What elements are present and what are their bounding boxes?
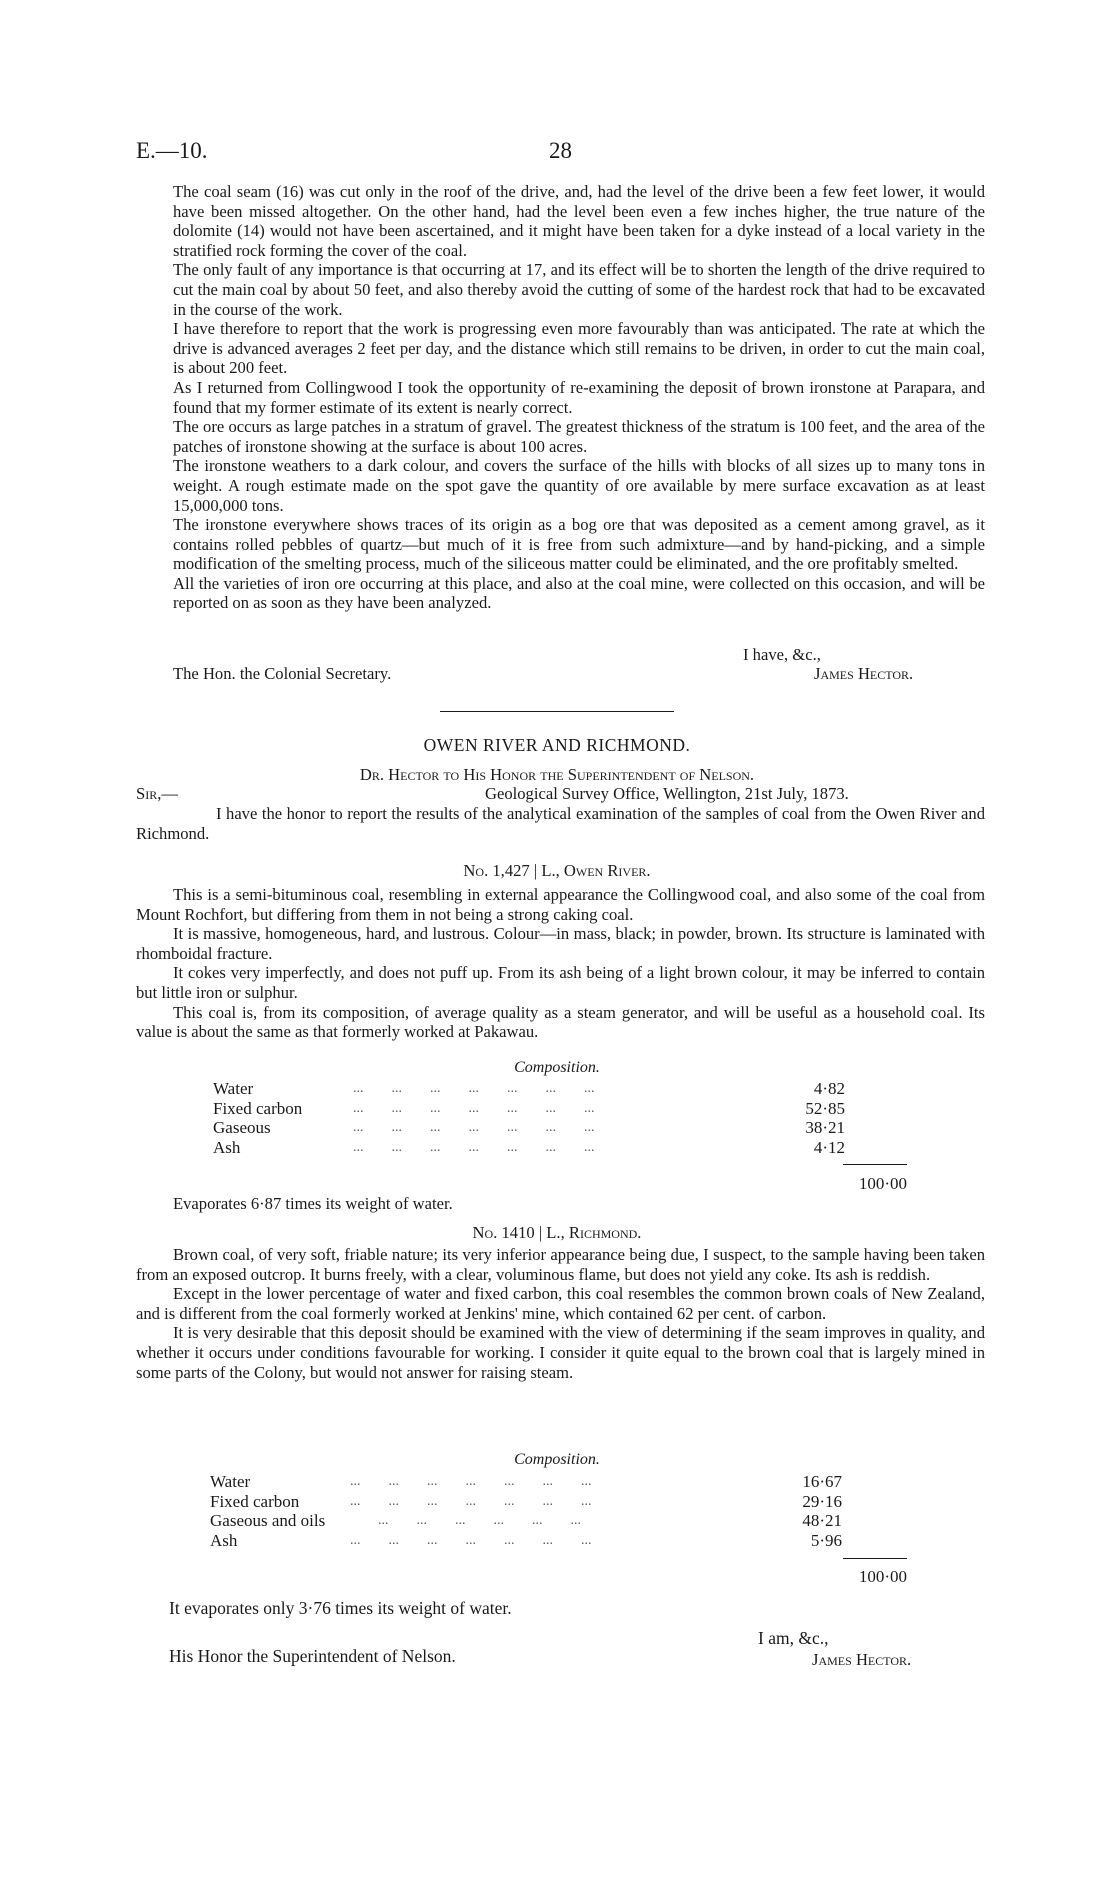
composition-label: Water [213, 1079, 254, 1098]
from-line: Dr. Hector to His Honor the Superintendent of Nelson. [359, 765, 755, 784]
sample2-body [136, 1245, 985, 1382]
composition-value: 52·85 [805, 1098, 845, 1118]
table-row: Gaseous ... ... ... ... ... ... ... 38·21 [213, 1118, 845, 1137]
paragraph: Brown coal, of very soft, friable nature; its very inferior appearance being due, I suspect, to the sample having been taken from an exposed outcrop. It burns freely, with a clear, voluminous flame, but does not yield any coke. Its ash is reddish. [136, 1245, 985, 1284]
table-row: Fixed carbon ... ... ... ... ... ... ... 52·85 [213, 1098, 845, 1118]
paragraph: The coal seam (16) was cut only in the roof of the drive, and, had the level of the drive been a few feet lower, it would have been missed altogether. On the other hand, had the level been even a few inches higher, the true nature of the dolomite (14) would not have been ascertained, and it might have been taken for a dyke instead of a local variety in the stratified rock forming the cover of the coal. [173, 182, 985, 260]
composition-label: Water [210, 1472, 251, 1491]
addressee: His Honor the Superintendent of Nelson. [169, 1646, 456, 1666]
addressee: The Hon. the Colonial Secretary. [173, 664, 392, 683]
composition-table [213, 1079, 845, 1157]
table-row: Ash ... ... ... ... ... ... ... 5·96 [210, 1530, 842, 1550]
table-row: Fixed carbon ... ... ... ... ... ... ... 29·16 [210, 1491, 842, 1511]
section-divider [440, 711, 674, 712]
composition-label: Ash [213, 1137, 241, 1157]
paragraph: The ore occurs as large patches in a stratum of gravel. The greatest thickness of the stratum is 100 feet, and the area of the patches of ironstone showing at the surface is about 100 acres. [173, 417, 985, 456]
composition-total: 100·00 [858, 1174, 907, 1193]
evaporation-note: It evaporates only 3·76 times its weight of water. [169, 1598, 512, 1618]
paragraph: All the varieties of iron ore occurring at this place, and also at the coal mine, were collected on this occasion, and will be reported on as soon as they have been analyzed. [173, 573, 985, 613]
table-row: Water ... ... ... ... ... ... ... 4·82 [213, 1079, 845, 1098]
composition-label: Gaseous and oils [210, 1511, 326, 1530]
closing-phrase: I am, &c., [758, 1628, 829, 1648]
paragraph: I have therefore to report that the work is progressing even more favourably than was anticipated. The rate at which the drive is advanced averages 2 feet per day, and the distance which still remains to be driven, in order to cut the main coal, is about 200 feet. [173, 319, 985, 378]
composition-value: 4·12 [813, 1137, 845, 1157]
evaporation-note: Evaporates 6·87 times its weight of water. [173, 1194, 453, 1213]
composition-label: Fixed carbon [213, 1098, 303, 1118]
composition-value: 38·21 [805, 1118, 845, 1137]
signature: James Hector. [814, 664, 914, 683]
composition-table [210, 1472, 842, 1550]
total-rule [843, 1558, 907, 1559]
sample2-heading: No. 1410 | L., Richmond. [472, 1223, 642, 1242]
paragraph: The only fault of any importance is that occurring at 17, and its effect will be to shorten the length of the drive required to cut the main coal by about 50 feet, and also thereby avoid the cutting of some of the hardest rock that had to be excavated in the course of the work. [173, 260, 985, 319]
table-row: Ash ... ... ... ... ... ... ... 4·12 [213, 1137, 845, 1157]
paragraph: This coal is, from its composition, of average quality as a steam generator, and will be useful as a household coal. Its value is about the same as that formerly worked at Pakawau. [136, 1002, 985, 1042]
intro [136, 804, 985, 843]
salutation: Sir,— [136, 784, 178, 803]
section-title: OWEN RIVER AND RICHMOND. [423, 735, 691, 755]
composition-value: 48·21 [802, 1511, 842, 1530]
closing-phrase: I have, &c., [743, 645, 821, 664]
composition-label: Gaseous [213, 1118, 271, 1137]
composition-value: 16·67 [802, 1472, 842, 1491]
composition-value: 5·96 [810, 1530, 842, 1550]
sample1-body [136, 885, 985, 1042]
composition-label: Ash [210, 1530, 238, 1550]
paragraph: Except in the lower percentage of water and fixed carbon, this coal resembles the common brown coals of New Zealand, and is different from the coal formerly worked at Jenkins' mine, which contained 62 per cent. of carbon. [136, 1284, 985, 1323]
sample1-heading: No. 1,427 | L., Owen River. [463, 861, 651, 880]
total-rule [843, 1164, 907, 1165]
composition-title: Composition. [514, 1059, 600, 1076]
paragraph: The ironstone weathers to a dark colour, and covers the surface of the hills with blocks of all sizes up to many tons in weight. A rough estimate made on the spot gave the quantity of ore available by mere surface excavation as at least 15,000,000 tons. [173, 456, 985, 515]
composition-label: Fixed carbon [210, 1491, 300, 1511]
composition-value: 4·82 [813, 1079, 845, 1098]
table-row: Gaseous and oils ... ... ... ... ... ... 48·21 [210, 1511, 842, 1530]
office-address: Geological Survey Office, Wellington, 21st July, 1873. [485, 784, 849, 803]
composition-total: 100·00 [858, 1567, 907, 1586]
paragraph: It cokes very imperfectly, and does not puff up. From its ash being of a light brown colour, it may be inferred to contain but little iron or sulphur. [136, 963, 985, 1002]
paragraph: This is a semi-bituminous coal, resembling in external appearance the Collingwood coal, and also some of the coal from Mount Rochfort, but differing from them in not being a strong caking coal. [136, 885, 985, 924]
paragraph: I have the honor to report the results of the analytical examination of the samples of coal from the Owen River and Richmond. [136, 804, 985, 843]
paragraph: As I returned from Collingwood I took the opportunity of re-examining the deposit of brown ironstone at Parapara, and found that my former estimate of its extent is nearly correct. [173, 377, 985, 417]
paragraph: It is massive, homogeneous, hard, and lustrous. Colour—in mass, black; in powder, brown. Its structure is laminated with rhomboidal fracture. [136, 924, 985, 963]
document-reference: E.—10. [136, 138, 208, 163]
signature: James Hector. [812, 1650, 912, 1669]
composition-value: 29·16 [802, 1491, 842, 1511]
table-row: Water ... ... ... ... ... ... ... 16·67 [210, 1472, 842, 1491]
paragraph: The ironstone everywhere shows traces of its origin as a bog ore that was deposited as a cement among gravel, as it contains rolled pebbles of quartz—but much of it is free from such admixture—and by hand-picking, and a simple modification of the smelting process, much of the siliceous matter could be eliminated, and the ore profitably smelted. [173, 515, 985, 574]
section1-body [173, 182, 985, 613]
composition-title: Composition. [514, 1451, 600, 1468]
paragraph: It is very desirable that this deposit should be examined with the view of determining if the seam improves in quality, and whether it occurs under conditions favourable for working. I consider it quite equal to the brown coal that is largely mined in some parts of the Colony, but would not answer for raising steam. [136, 1323, 985, 1382]
page-number: 28 [549, 138, 572, 163]
